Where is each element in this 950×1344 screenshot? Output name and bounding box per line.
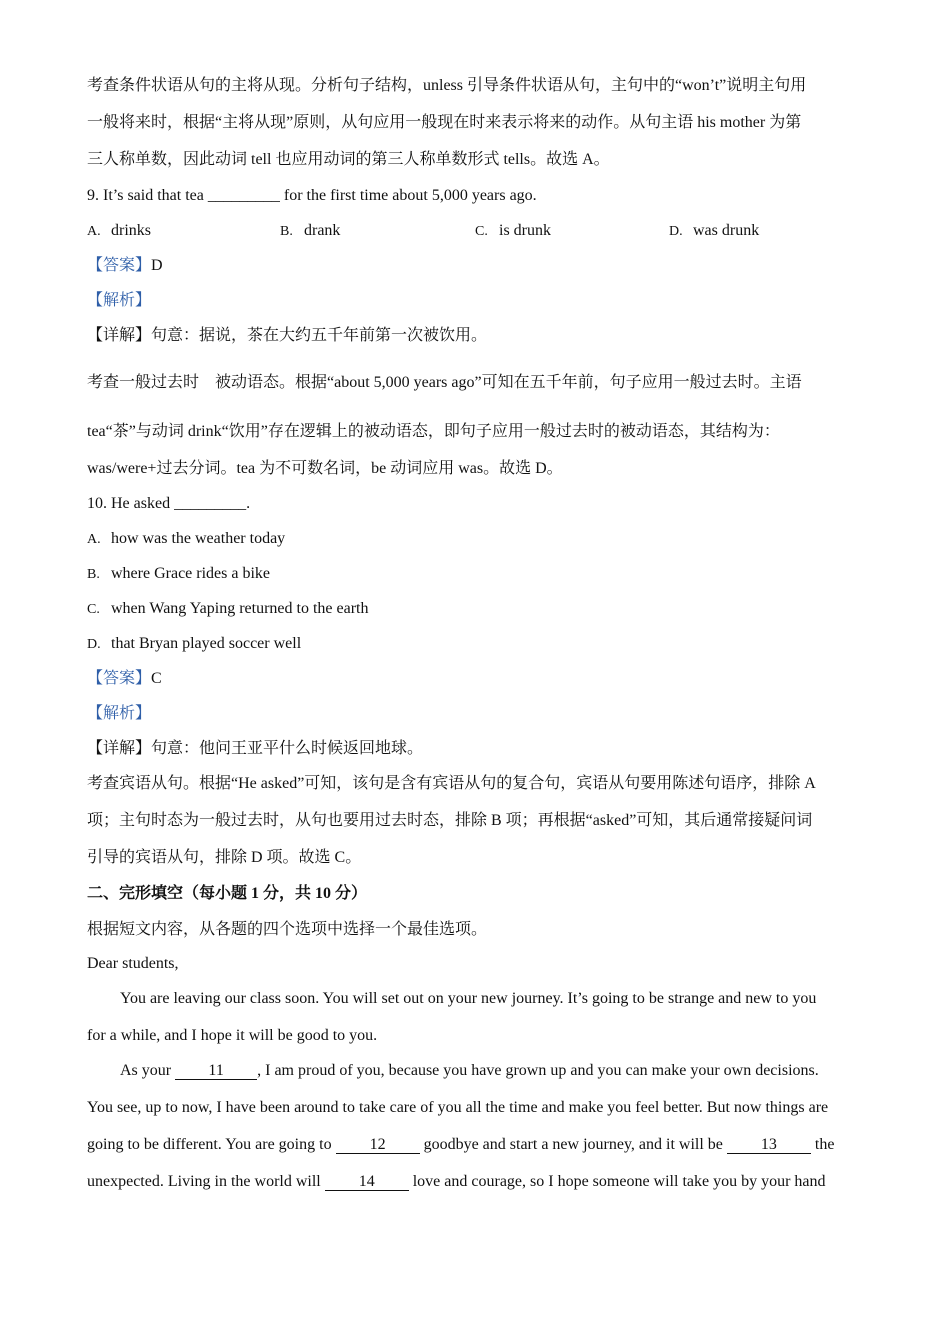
option-letter: C. [475, 224, 488, 239]
passage-text: goodbye and start a new journey, and it will be [419, 1136, 727, 1153]
q9-option-b [280, 221, 340, 242]
option-letter: D. [87, 637, 101, 652]
option-text: drinks [111, 222, 151, 239]
q9-explanation-line: was/were+过去分词。tea 为不可数名词，be 动词应用 was。故选 D。 [87, 460, 563, 477]
q9-answer [87, 256, 163, 276]
option-text: drank [304, 222, 341, 239]
option-text: where Grace rides a bike [111, 565, 271, 582]
q9-explanation-line: 考查一般过去时 被动语态。根据“about 5,000 years ago”可知在五千年前，句子应用一般过去时。主语 [87, 374, 802, 391]
q10-explanation-line: 考查宾语从句。根据“He asked”可知，该句是含有宾语从句的复合句，宾语从句要用陈述句语序，排除 A [87, 775, 816, 792]
section-title: 二、完形填空（每小题 1 分，共 10 分） [87, 885, 368, 902]
q10-stem: 10. He asked _________. [87, 495, 251, 512]
letter-greeting: Dear students, [87, 955, 179, 972]
q10-option-d [87, 634, 301, 655]
blank-12: 12 [336, 1136, 420, 1154]
q9-option-c [475, 221, 551, 242]
passage-text: unexpected. Living in the world will [87, 1173, 325, 1190]
option-text: is drunk [499, 222, 551, 239]
option-letter: A. [87, 224, 101, 239]
blank-11: 11 [175, 1062, 257, 1080]
q10-option-a [87, 529, 285, 550]
answer-label: 【答案】 [87, 670, 152, 687]
answer-label: 【答案】 [87, 257, 152, 274]
option-letter: C. [87, 602, 100, 617]
option-text: that Bryan played soccer well [111, 635, 302, 652]
option-text: how was the weather today [111, 530, 286, 547]
passage-line [87, 1135, 834, 1155]
passage-text: love and courage, so I hope someone will take you by your hand [408, 1173, 826, 1190]
q9-option-d [669, 221, 759, 242]
q9-detail: 【详解】句意：据说，茶在大约五千年前第一次被饮用。 [87, 327, 488, 344]
option-letter: A. [87, 532, 101, 547]
passage-line: for a while, and I hope it will be good to you. [87, 1027, 378, 1044]
q10-answer [87, 669, 162, 689]
q9-analysis-label: 【解析】 [87, 292, 152, 309]
q8-explanation-line: 考查条件状语从句的主将从现。分析句子结构，unless 引导条件状语从句，主句中的“won’t”说明主句用 [87, 77, 807, 94]
passage-line [87, 1172, 826, 1192]
option-letter: D. [669, 224, 683, 239]
passage-text: going to be different. You are going to [87, 1136, 336, 1153]
answer-value: D [151, 257, 163, 274]
q10-analysis-label: 【解析】 [87, 705, 152, 722]
passage-line [120, 1061, 819, 1081]
option-text: when Wang Yaping returned to the earth [111, 600, 369, 617]
passage-text: As your [120, 1062, 176, 1079]
q10-explanation-line: 引导的宾语从句，排除 D 项。故选 C。 [87, 849, 362, 866]
q9-stem: 9. It’s said that tea _________ for the first time about 5,000 years ago. [87, 187, 537, 204]
passage-line: You are leaving our class soon. You will set out on your new journey. It’s going to be strange and new to you [120, 990, 817, 1007]
q9-explanation-line: tea“茶”与动词 drink“饮用”存在逻辑上的被动语态，即句子应用一般过去时的被动语态，其结构为： [87, 423, 780, 440]
q8-explanation-line: 一般将来时，根据“主将从现”原则，从句应用一般现在时来表示将来的动作。从句主语 his mother 为第 [87, 114, 802, 131]
q10-detail: 【详解】句意：他问王亚平什么时候返回地球。 [87, 740, 424, 757]
option-text: was drunk [693, 222, 760, 239]
blank-14: 14 [325, 1173, 409, 1191]
q10-explanation-line: 项；主句时态为一般过去时，从句也要用过去时态，排除 B 项；再根据“asked”可知，其后通常接疑问词 [87, 812, 813, 829]
option-letter: B. [280, 224, 293, 239]
passage-line: You see, up to now, I have been around to take care of you all the time and make you feel better. But now things are [87, 1099, 829, 1116]
passage-text: the [810, 1136, 835, 1153]
q8-explanation-line: 三人称单数，因此动词 tell 也应用动词的第三人称单数形式 tells。故选 A。 [87, 151, 610, 168]
passage-text: , I am proud of you, because you have grown up and you can make your own decisions. [257, 1062, 819, 1079]
blank-13: 13 [727, 1136, 811, 1154]
answer-value: C [151, 670, 162, 687]
q9-option-a [87, 221, 151, 242]
q10-option-c [87, 599, 368, 620]
option-letter: B. [87, 567, 100, 582]
section-instruction: 根据短文内容，从各题的四个选项中选择一个最佳选项。 [87, 921, 488, 938]
q10-option-b [87, 564, 270, 585]
